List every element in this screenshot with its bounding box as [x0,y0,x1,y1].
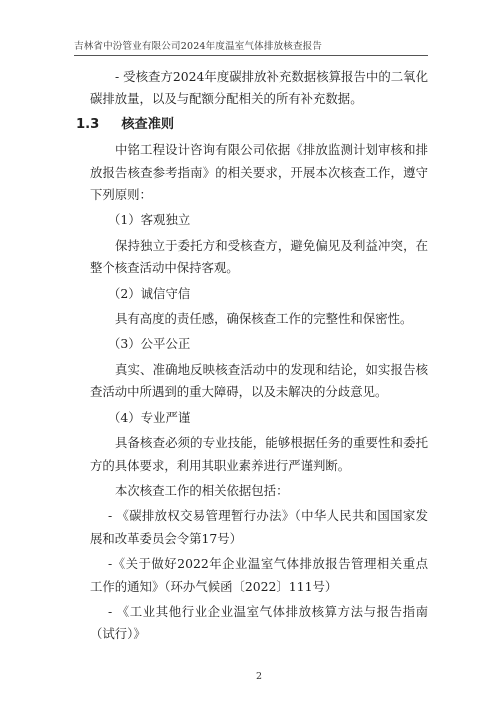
paragraph-scope: - 受核查方2024年度碳排放补充数据核算报告中的二氧化碳排放量，以及与配额分配相关的所有补充数据。 [90,69,428,107]
principle-title: （1）客观独立 [108,212,191,228]
principle-title: （2）诚信守信 [108,285,191,301]
page-header: 吉林省中汾管业有限公司2024年度温室气体排放核查报告 [74,41,323,52]
principle-title: （4）专业严谨 [108,409,191,425]
section-number: 1.3 [76,116,100,132]
principle-text: 保持独立于委托方和受核查方，避免偏见及利益冲突，在整个核查活动中保持客观。 [90,237,428,276]
document-body [76,66,428,649]
principle-text: 真实、准确地反映核查活动中的发现和结论，如实报告核查活动中所遇到的重大障碍，以及未解决的分歧意见。 [90,361,428,400]
principle-text: 具有高度的责任感，确保核查工作的完整性和保密性。 [115,311,413,327]
basis-item: - 《工业其他行业企业温室气体排放核算方法与报告指南（试行）》 [90,603,428,642]
paragraph-basis-intro: 本次核查工作的相关依据包括： [115,482,289,498]
paragraph-criteria-intro: 中铭工程设计咨询有限公司依据《排放监测计划审核和排放报告核查参考指南》的相关要求，开展本次核查工作，遵守下列原则： [90,142,428,203]
page-number: 2 [255,671,263,682]
header-divider [74,55,428,56]
section-title: 核查准则 [121,116,175,132]
principle-text: 具备核查必须的专业技能，能够根据任务的重要性和委托方的具体要求，利用其职业素养进行严谨判断。 [90,435,428,473]
section-heading [76,114,428,136]
basis-item: -《关于做好2022年企业温室气体排放报告管理相关重点工作的通知》（环办气候函〔2022〕111号） [90,556,428,594]
basis-item: - 《碳排放权交易管理暂行办法》（中华人民共和国国家发展和改革委员会令第17号） [90,508,428,546]
principle-title: （3）公平公正 [108,336,191,352]
